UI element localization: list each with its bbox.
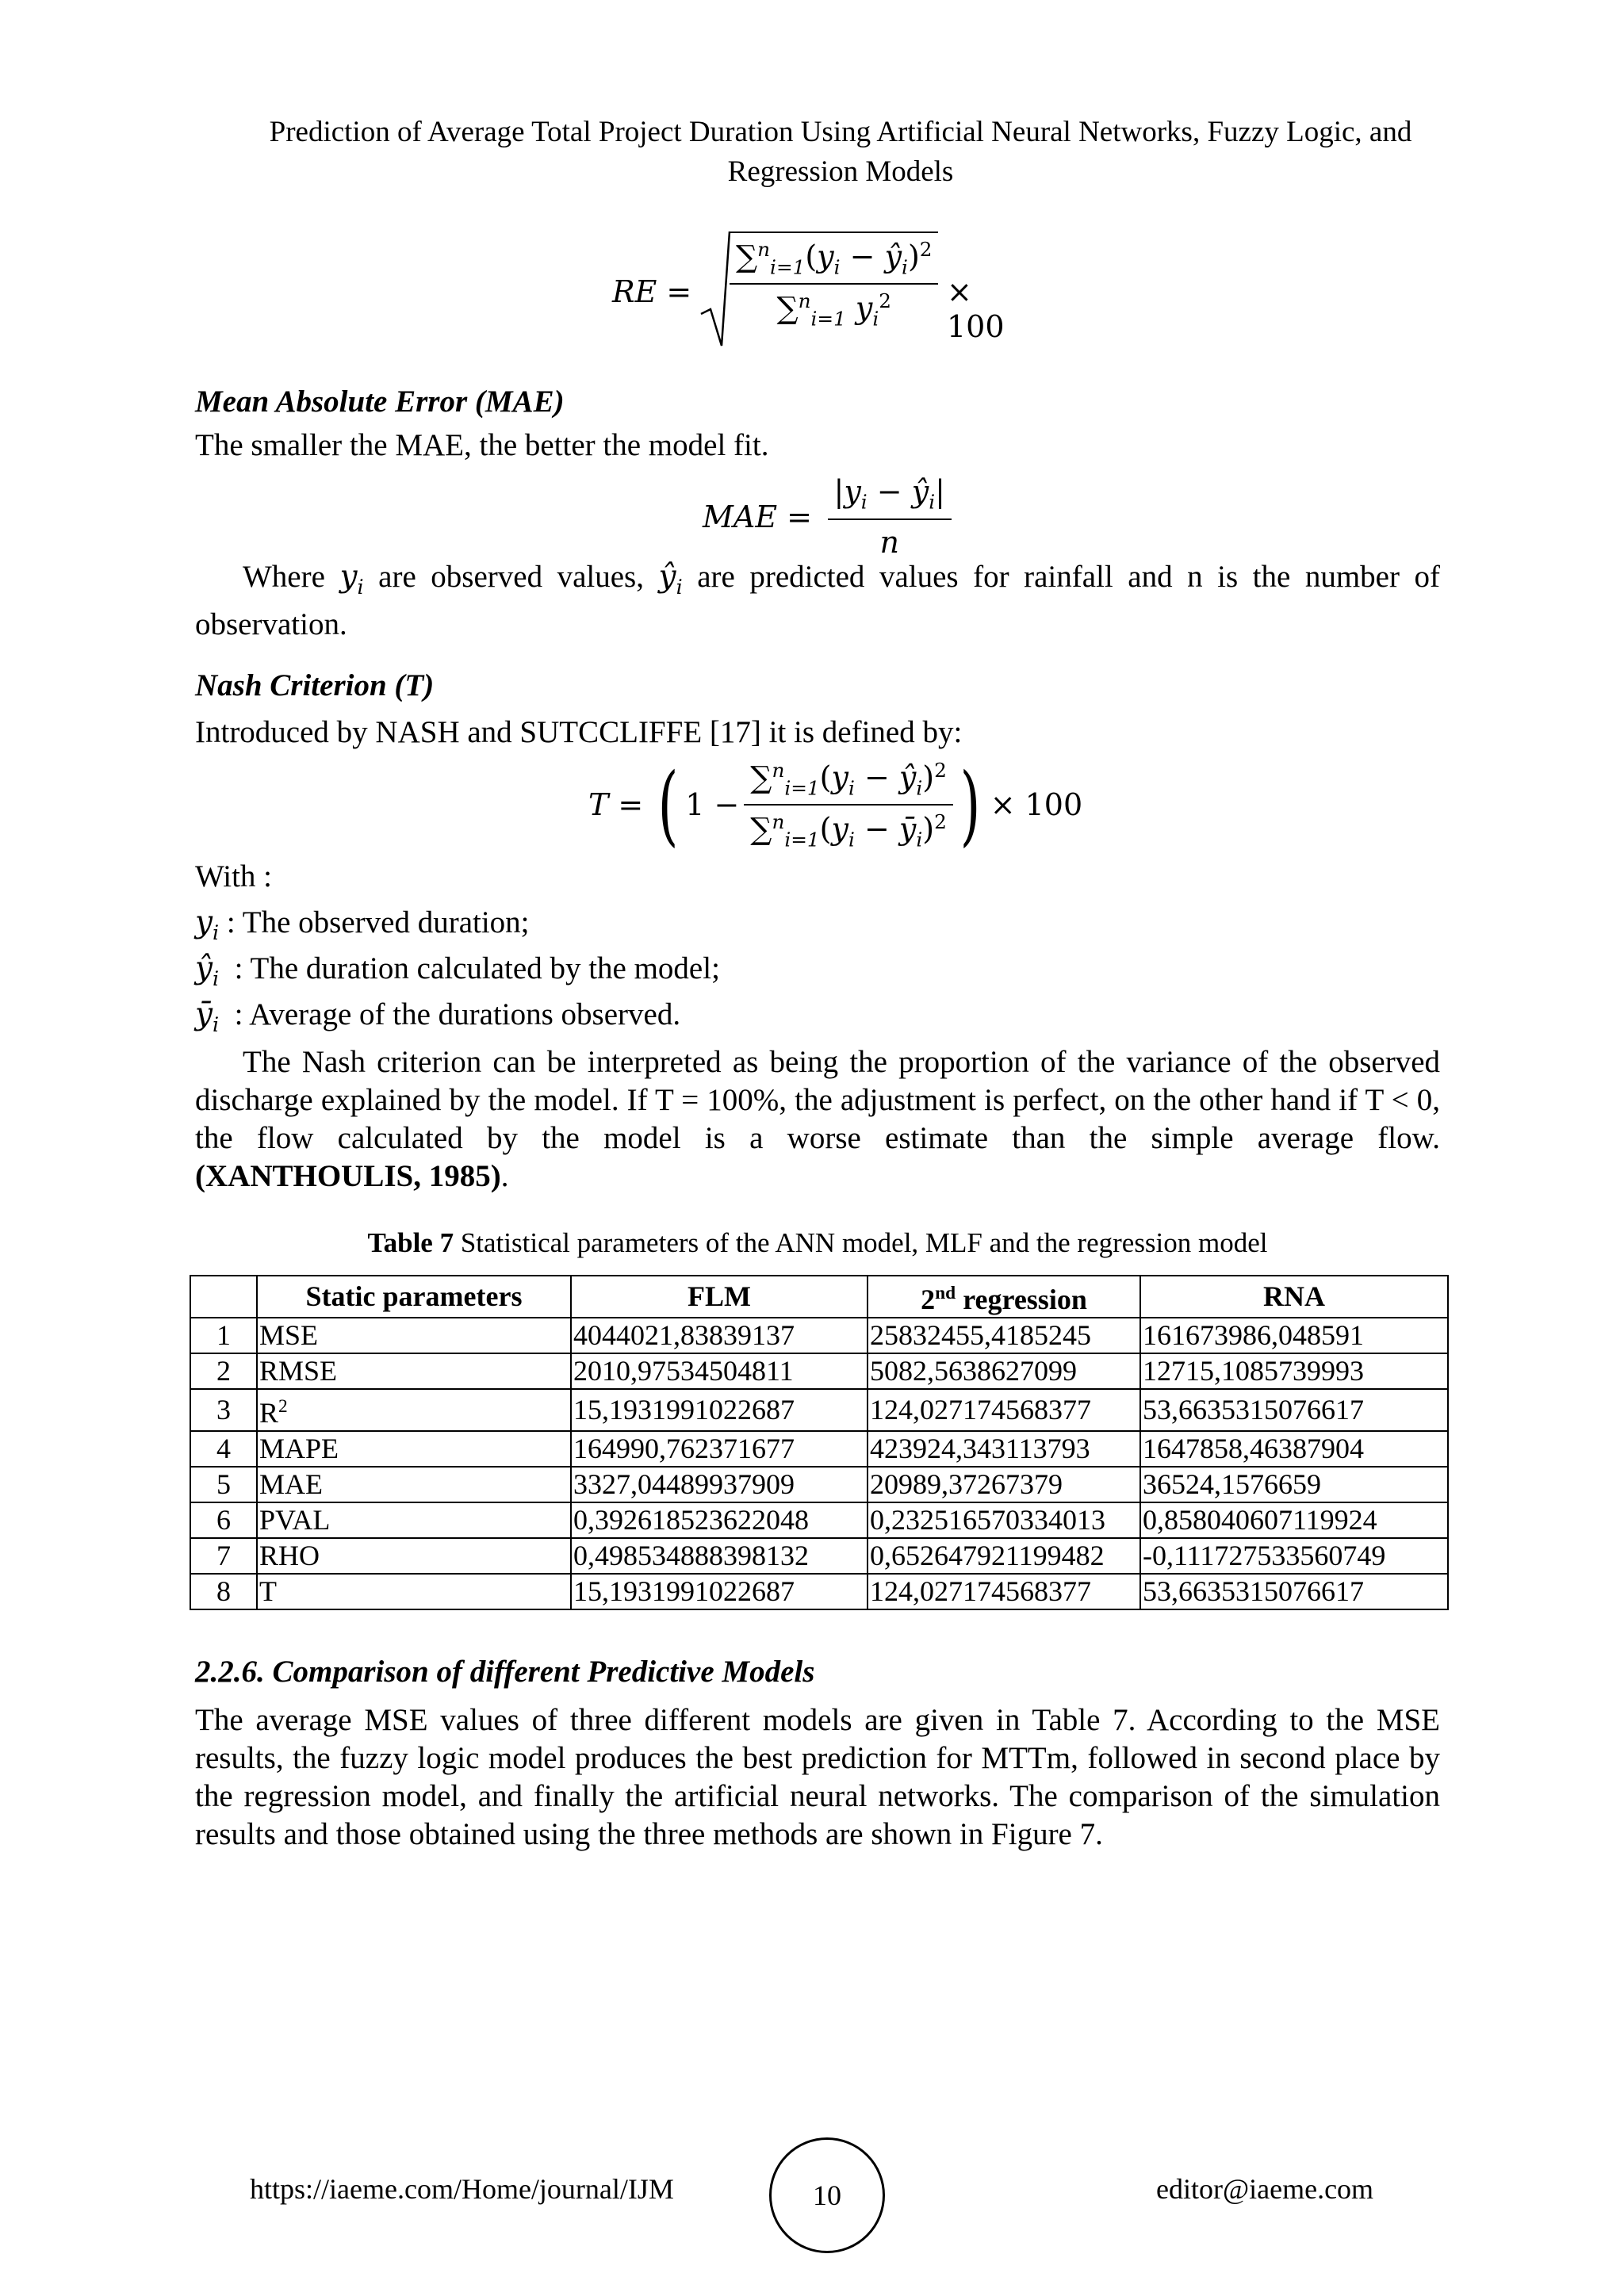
table-row: 4 MAPE 164990,762371677 423924,343113793 1647858,46387904: [190, 1431, 1448, 1467]
mae-where-paragraph: Where $y_i$ are observed values, $ŷ_i$ are predicted values for rainfall and n is the number of observation.: [195, 559, 1440, 641]
def-calculated: $ŷ_i$ : The duration calculated by the model;: [195, 951, 720, 990]
page-number: 10: [813, 2179, 841, 2211]
statistics-table: [190, 1275, 1449, 1610]
table-row: 5 MAE 3327,04489937909 20989,37267379 36524,1576659: [190, 1467, 1448, 1502]
table-row: 3 $R^2$ 15,1931991022687 124,027174568377 53,6635315076617: [190, 1389, 1448, 1431]
nash-intro: Introduced by NASH and SUTCCLIFFE [17] it is defined by:: [195, 715, 963, 749]
comparison-paragraph: The average MSE values of three different models are given in Table 7. According to the MSE results, the fuzzy logic model produces the best prediction for MTTm, followed in second place by the regression model, and finally the artificial neural networks. The comparison of the simulation results and those obtained using the three methods are shown in Figure 7.: [195, 1703, 1440, 1851]
def-observed: $y_i$ : The observed duration;: [195, 905, 530, 944]
with-label: With :: [195, 859, 273, 894]
nash-numerator: $\sum^n_{i=1}(y_i$ − $ŷ_i)^2$: [744, 759, 952, 806]
table-caption: Table 7 Statistical parameters of the ANN model, MLF and the regression model: [367, 1227, 1268, 1258]
table-header-row: [190, 1276, 1448, 1318]
header-rna: RNA: [1140, 1276, 1448, 1318]
re-denominator: ∑$^n_{i=1}$ $y_i^2$: [776, 289, 891, 331]
header-index: [190, 1276, 257, 1318]
mae-denominator: n: [879, 524, 899, 560]
r-squared-cell: $R^2$: [257, 1389, 571, 1431]
nash-lhs: T =: [588, 787, 644, 822]
header-static-parameters: Static parameters: [257, 1276, 571, 1318]
nash-denominator: $\sum^n_{i=1}(y_i$ − $ȳ_i)^2$: [750, 810, 947, 851]
def-average: $ȳ_i$ : Average of the durations observed.: [195, 997, 681, 1036]
nash-heading: Nash Criterion (T): [195, 668, 435, 702]
mae-heading: Mean Absolute Error (MAE): [195, 385, 565, 419]
header-line-2: Regression Models: [727, 155, 954, 188]
right-paren: ): [959, 754, 981, 855]
table-row: 7 RHO 0,498534888398132 0,652647921199482 -0,111727533560749: [190, 1538, 1448, 1574]
y-hat-i-symbol: $ŷ_i$: [658, 559, 683, 599]
table-row: 8 T 15,1931991022687 124,027174568377 53,6635315076617: [190, 1574, 1448, 1609]
comparison-heading: 2.2.6. Comparison of different Predictive Models: [195, 1655, 815, 1689]
sqrt-symbol: [699, 227, 731, 354]
editor-email-link[interactable]: editor@iaeme.com: [1156, 2173, 1374, 2205]
header-line-1: Prediction of Average Total Project Duration Using Artificial Neural Networks, Fuzzy Logic, and: [269, 116, 1412, 148]
re-fraction: [730, 232, 938, 331]
y-i-symbol: $y_i$: [339, 559, 364, 599]
nash-times-100: × 100: [990, 787, 1083, 822]
re-lhs: RE =: [612, 274, 692, 309]
left-paren: (: [657, 754, 679, 855]
table-row: 1 MSE 4044021,83839137 25832455,4185245 161673986,048591: [190, 1318, 1448, 1353]
table-row: 2 RMSE 2010,97534504811 5082,5638627099 12715,1085739993: [190, 1353, 1448, 1389]
citation: (XANTHOULIS, 1985): [195, 1159, 501, 1193]
y-bar-i-symbol: $ȳ_i$: [195, 997, 220, 1036]
mae-numerator: $|y_i$ − $ŷ_i|$: [828, 474, 952, 520]
mae-lhs: MAE =: [703, 499, 813, 534]
journal-link[interactable]: https://iaeme.com/Home/journal/IJM: [250, 2173, 674, 2205]
nash-paragraph: The Nash criterion can be interpreted as being the proportion of the variance of the observed discharge explained by the model. If T = 100%, the adjustment is perfect, on the other hand if T < 0, the flow calculated by the model is a worse estimate than the simple average flow. (XANTHOULIS, 1985).: [195, 1045, 1440, 1193]
table-row: 6 PVAL 0,392618523622048 0,232516570334013 0,858040607119924: [190, 1502, 1448, 1538]
page-number-badge: [769, 2137, 885, 2253]
nash-one-minus: 1 −: [685, 787, 740, 822]
nash-equation: [588, 753, 1082, 856]
running-header: [238, 113, 1443, 192]
y-hat-i-symbol: $ŷ_i$: [195, 951, 220, 990]
re-numerator: $\sum^n_{i=1}(y_i$ − $ŷ_i)^2$: [730, 232, 938, 285]
y-i-symbol: $y_i$: [195, 905, 220, 944]
header-flm: FLM: [571, 1276, 868, 1318]
re-equation: [612, 227, 1025, 354]
mae-intro: The smaller the MAE, the better the model fit.: [195, 428, 769, 462]
mae-equation: [703, 474, 952, 560]
re-times-100: × 100: [947, 274, 1005, 344]
header-2nd-regression: 2nd regression: [868, 1276, 1140, 1318]
